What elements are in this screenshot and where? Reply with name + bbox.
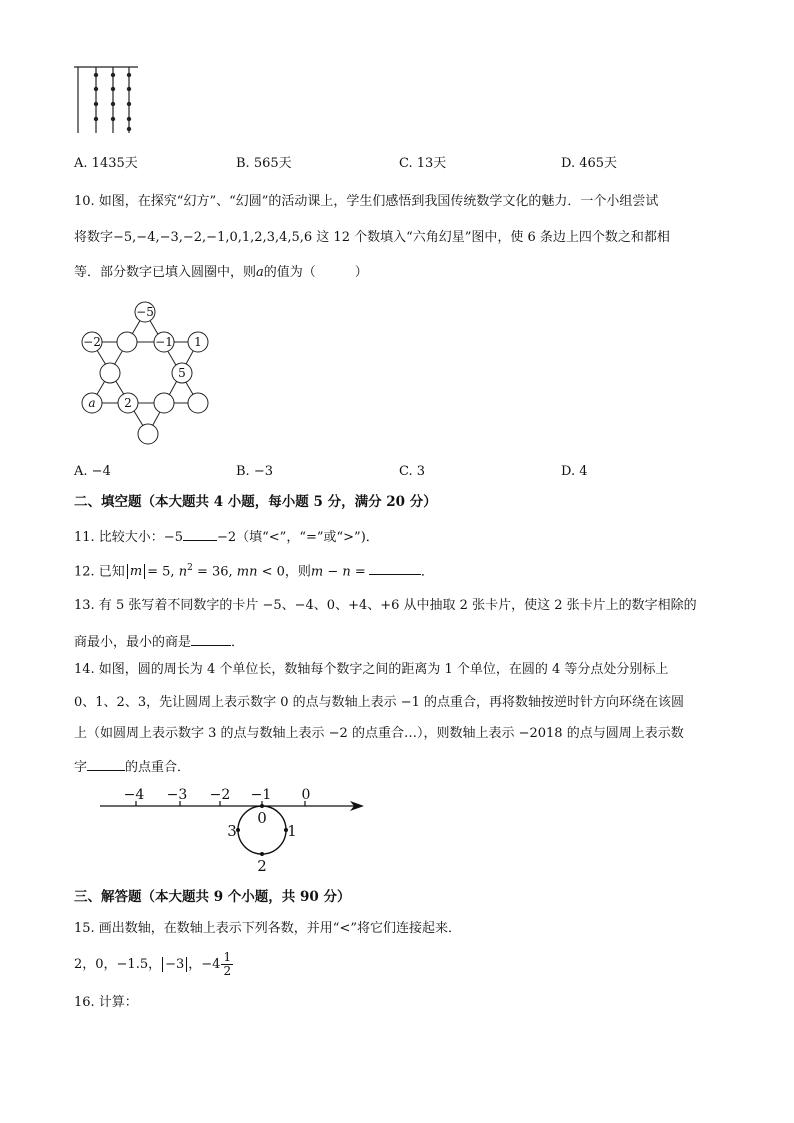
star-label-mid-right: −1 [155, 335, 173, 349]
fraction-one-half: $\frac{1}{2}$ [223, 950, 232, 978]
circle-label-right: 1 [287, 822, 297, 840]
q9-option-d[interactable]: D. 465天 [561, 156, 618, 171]
star-node-lower-right-inner [154, 393, 174, 413]
q10-line-1: 10. 如图，在探究“幻方”、“幻圆”的活动课上，学生们感悟到我国传统数学文化的魅力．一个小组尝试 [74, 194, 659, 209]
star-label-left: −2 [83, 335, 101, 349]
hexagram-figure [78, 300, 218, 450]
q13-line-1: 13. 有 5 张写着不同数字的卡片 −5、−4、0、+4、+6 从中抽取 2 张卡片，使这 2 张卡片上的数字相除的 [74, 598, 697, 613]
q9-option-a[interactable]: A. 1435天 [74, 156, 138, 171]
q14-line-4: 字 的点重合． [74, 760, 191, 775]
star-node-bottom-right [188, 393, 208, 413]
axis-tick-label: 0 [301, 787, 311, 803]
q9-option-b[interactable]: B. 565天 [236, 156, 292, 171]
number-line-figure [96, 782, 368, 878]
q11-text: 11. 比较大小：−5 −2（填“<”，“=”或“>”)． [74, 530, 379, 545]
q13-answer-blank[interactable] [191, 633, 231, 646]
star-label-top: −5 [136, 305, 154, 319]
star-label-five: 5 [178, 366, 186, 380]
q14-line-2: 0、1、2、3，先让圆周上表示数字 0 的点与数轴上表示 −1 的点重合，再将数轴按逆时针方向环绕在该圆 [74, 695, 685, 710]
section-2-heading: 二、填空题（本大题共 4 小题，每小题 5 分，满分 20 分） [74, 494, 437, 510]
q14-answer-blank[interactable] [87, 758, 125, 771]
q10-line-3: 等．部分数字已填入圆圈中，则a的值为（ ） [74, 265, 368, 280]
star-node-bottom [138, 424, 158, 444]
star-node-upper-left-inner [117, 332, 137, 352]
q11-answer-blank[interactable] [183, 528, 217, 541]
q12-text: 12. 已知 m = 5, $n^2 = 36$, mn < 0，则m − n = ． [74, 563, 434, 580]
axis-tick-label: −2 [209, 787, 231, 803]
circle-label-bottom: 2 [257, 857, 267, 875]
q10-option-b[interactable]: B. −3 [236, 464, 273, 479]
q10-option-a[interactable]: A. −4 [74, 464, 111, 479]
circle-label-left: 3 [227, 822, 237, 840]
q9-option-c[interactable]: C. 13天 [399, 156, 447, 171]
q14-line-3: 上（如圆周上表示数字 3 的点与数轴上表示 −2 的点重合…），则数轴上表示 −2018 的点与圆周上表示数 [74, 726, 684, 741]
q14-line-1: 14. 如图，圆的周长为 4 个单位长，数轴每个数字之间的距离为 1 个单位，在圆的 4 等分点处分别标上 [74, 662, 669, 677]
section-3-heading: 三、解答题（本大题共 9 个小题，共 90 分） [74, 889, 351, 905]
star-node-mid-left [100, 363, 120, 383]
abacus-figure [70, 63, 142, 137]
q13-line-2: 商最小，最小的商是 ． [74, 635, 245, 650]
star-label-right: 1 [194, 335, 202, 349]
q10-option-c[interactable]: C. 3 [399, 464, 426, 479]
axis-tick-label: −3 [166, 787, 188, 803]
q10-option-d[interactable]: D. 4 [561, 464, 588, 479]
q10-line-2: 将数字−5,−4,−3,−2,−1,0,1,2,3,4,5,6 这 12 个数填入“六角幻星”图中，使 6 条边上四个数之和都相 [74, 230, 670, 245]
star-label-a: a [88, 396, 96, 410]
q12-answer-blank[interactable] [369, 562, 421, 575]
q15-numbers: 2，0，−1.5， −3 ，−4 $\frac{1}{2}$ [74, 950, 232, 978]
q16-line-1: 16. 计算： [74, 995, 138, 1010]
circle-label-top: 0 [257, 809, 267, 827]
q15-line-1: 15. 画出数轴，在数轴上表示下列各数，并用“<”将它们连接起来． [74, 921, 461, 936]
axis-tick-label: −4 [123, 787, 145, 803]
axis-tick-label: −1 [250, 787, 272, 803]
star-label-two: 2 [124, 396, 132, 410]
